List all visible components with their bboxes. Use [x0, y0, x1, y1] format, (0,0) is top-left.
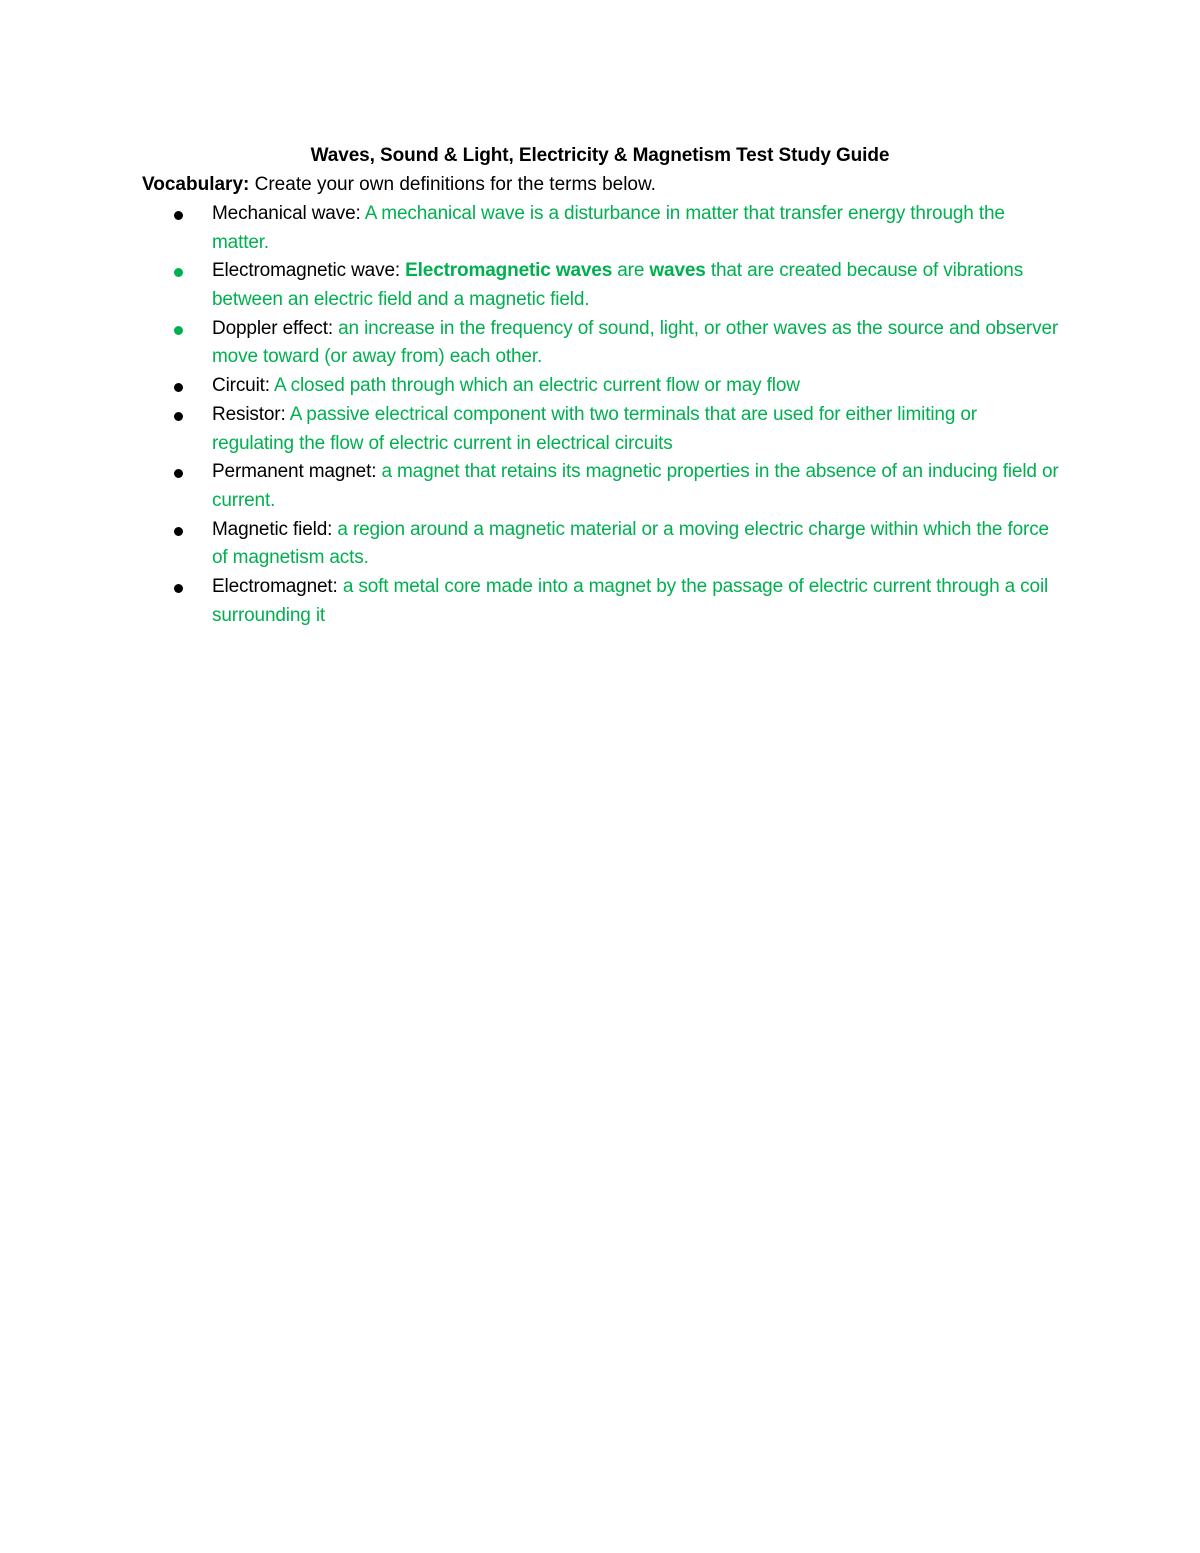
list-item	[0, 372, 1200, 401]
vocab-definition: a magnet that retains its magnetic properties in the absence of an inducing field or current.	[212, 461, 1059, 511]
vocab-term: Magnetic field:	[212, 518, 333, 540]
vocab-term: Permanent magnet:	[212, 461, 377, 483]
vocab-definition: A passive electrical component with two terminals that are used for either limiting or regulating the flow of electric current in electrical circuits	[212, 403, 977, 454]
bullet-icon	[174, 469, 183, 478]
vocab-definition: that are created because of vibrations between an electric field and a magnetic field.	[212, 260, 1024, 311]
vocab-entry	[212, 372, 1062, 401]
vocab-definition: a soft metal core made into a magnet by the passage of electric current through a coil surrounding it	[212, 576, 1049, 626]
vocab-term: Electromagnet:	[212, 576, 338, 598]
vocab-entry	[212, 401, 1062, 458]
vocabulary-heading: Vocabulary:	[142, 174, 250, 195]
vocab-definition: A closed path through which an electric current flow or may flow	[269, 375, 800, 397]
vocab-entry	[212, 573, 1062, 630]
list-item	[0, 257, 1200, 314]
bullet-icon	[174, 412, 183, 421]
vocabulary-intro	[142, 171, 656, 199]
list-item	[0, 200, 1200, 257]
vocabulary-instructions: Create your own definitions for the terms below.	[249, 174, 656, 195]
vocab-term: Circuit:	[212, 375, 270, 397]
bullet-icon	[174, 527, 183, 536]
page-title: Waves, Sound & Light, Electricity & Magnetism Test Study Guide	[310, 145, 890, 166]
list-item	[0, 573, 1200, 630]
vocab-entry	[212, 516, 1062, 573]
list-item	[0, 458, 1200, 515]
list-item	[0, 401, 1200, 458]
bullet-icon	[174, 326, 183, 335]
vocab-entry	[212, 200, 1062, 257]
bullet-icon	[174, 383, 183, 392]
vocab-definition: an increase in the frequency of sound, light, or other waves as the source and observer move toward (or away from) each other.	[212, 317, 1059, 368]
list-item	[0, 315, 1200, 372]
vocab-term: Resistor:	[212, 403, 286, 425]
vocab-entry	[212, 315, 1062, 372]
list-item	[0, 516, 1200, 573]
vocab-term: Doppler effect:	[212, 317, 333, 339]
vocabulary-list	[0, 200, 1200, 630]
bullet-icon	[174, 584, 183, 593]
vocab-definition: a region around a magnetic material or a moving electric charge within which the force of magnetism acts.	[212, 518, 1049, 569]
vocab-term: Electromagnetic wave:	[212, 260, 400, 282]
vocab-definition-connector: are	[612, 260, 650, 282]
vocab-definition-emphasis: Electromagnetic waves	[400, 260, 613, 282]
vocab-definition-emphasis: waves	[649, 260, 706, 282]
vocab-entry	[212, 458, 1062, 515]
vocab-term: Mechanical wave:	[212, 203, 361, 224]
bullet-icon	[174, 268, 183, 277]
vocab-entry	[212, 257, 1062, 314]
vocab-definition: A mechanical wave is a disturbance in matter that transfer energy through the matter.	[212, 203, 1005, 253]
bullet-icon	[174, 211, 183, 220]
